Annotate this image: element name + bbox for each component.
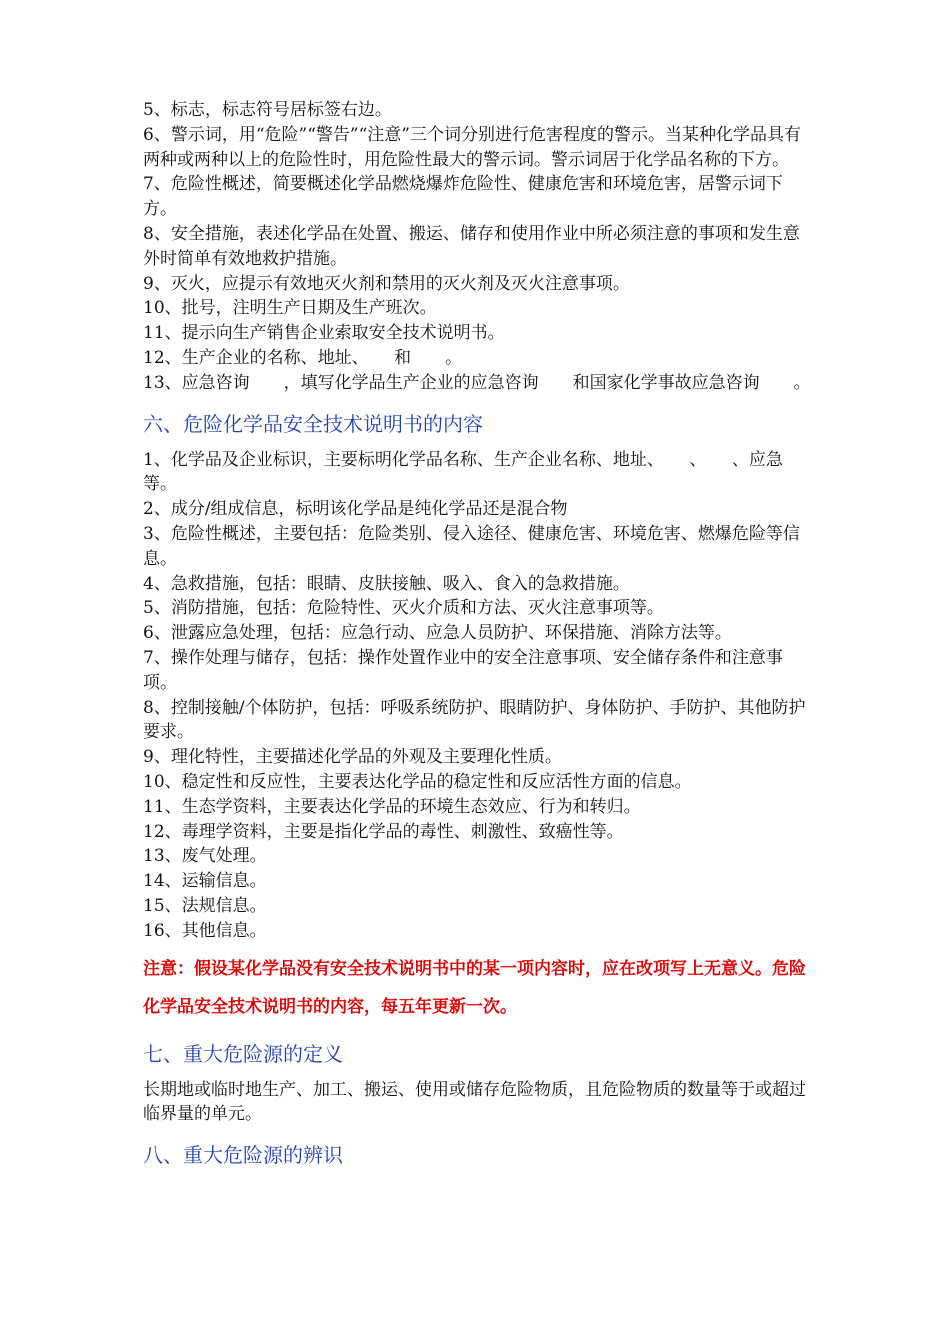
list-item: 10、稳定性和反应性，主要表达化学品的稳定性和反应活性方面的信息。: [143, 771, 692, 792]
list-item: 11、提示向生产销售企业索取安全技术说明书。: [143, 323, 505, 344]
document-page: [143, 98, 817, 1179]
list-item: 8、控制接触/个体防护，包括：呼吸系统防护、眼睛防护、身体防护、手防护、其他防护要求。: [143, 697, 806, 743]
label-requirements-list: [143, 98, 813, 396]
definition-text: 长期地或临时地生产、加工、搬运、使用或储存危险物质，且危险物质的数量等于或超过临界量的单元。: [143, 1079, 806, 1125]
list-item: 10、批号，注明生产日期及生产班次。: [143, 298, 437, 319]
list-item: 5、消防措施，包括：危险特性、灭火介质和方法、灭火注意事项等。: [143, 598, 664, 619]
list-item: 7、操作处理与储存，包括：操作处置作业中的安全注意事项、安全储存条件和注意事项。: [143, 647, 783, 693]
list-item: 15、法规信息。: [143, 895, 267, 916]
list-item: 12、毒理学资料，主要是指化学品的毒性、刺激性、致癌性等。: [143, 821, 624, 842]
list-item: 12、生产企业的名称、地址、 和 。: [143, 347, 463, 368]
list-item: 8、安全措施，表述化学品在处置、搬运、储存和使用作业中所必须注意的事项和发生意外时简单有效地救护措施。: [143, 223, 800, 269]
list-item: 13、废气处理。: [143, 846, 267, 867]
list-item: 6、警示词，用“危险”“警告”“注意”三个词分别进行危害程度的警示。当某种化学品具有两种或两种以上的危险性时，用危险性最大的警示词。警示词居于化学品名称的下方。: [143, 124, 801, 170]
list-item: 1、化学品及企业标识，主要标明化学品名称、生产企业名称、地址、 、 、应急 等。: [143, 449, 817, 495]
list-item: 13、应急咨询 ，填写化学品生产企业的应急咨询 和国家化学事故应急咨询 。: [143, 372, 811, 393]
list-item: 2、成分/组成信息，标明该化学品是纯化学品还是混合物: [143, 499, 568, 520]
section-heading-7: 七、重大危险源的定义: [143, 1041, 343, 1066]
list-item: 4、急救措施，包括：眼睛、皮肤接触、吸入、食入的急救措施。: [143, 573, 630, 594]
list-item: 6、泄露应急处理，包括：应急行动、应急人员防护、环保措施、消除方法等。: [143, 623, 732, 644]
list-item: 3、危险性概述，主要包括：危险类别、侵入途径、健康危害、环境危害、燃爆危险等信息。: [143, 523, 800, 569]
list-item: 14、运输信息。: [143, 871, 267, 892]
list-item: 11、生态学资料，主要表达化学品的环境生态效应、行为和转归。: [143, 796, 641, 817]
section-heading-8: 八、重大危险源的辨识: [143, 1143, 343, 1168]
sds-contents-list: [143, 448, 817, 944]
note-text: 注意：假设某化学品没有安全技术说明书中的某一项内容时，应在改项写上无意义。危险化学品安全技术说明书的内容，每五年更新一次。: [143, 958, 806, 1017]
list-item: 7、危险性概述，简要概述化学品燃烧爆炸危险性、健康危害和环境危害，居警示词下方。: [143, 174, 783, 220]
section-heading-6: 六、危险化学品安全技术说明书的内容: [143, 411, 483, 436]
list-item: 16、其他信息。: [143, 920, 267, 941]
list-item: 9、理化特性，主要描述化学品的外观及主要理化性质。: [143, 747, 562, 768]
list-item: 9、灭火，应提示有效地灭火剂和禁用的灭火剂及灭火注意事项。: [143, 273, 630, 294]
list-item: 5、标志，标志符号居标签右边。: [143, 100, 392, 120]
